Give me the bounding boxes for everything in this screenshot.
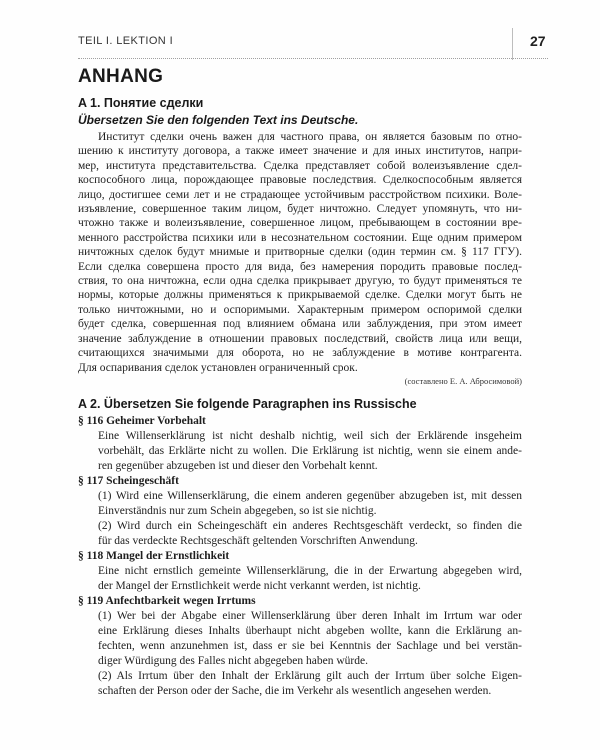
text-line: (1) Wird eine Willenserklärung, die einem anderen gegenüber abzugeben ist, mit dessen <box>98 490 522 502</box>
chapter-heading: ANHANG <box>78 66 164 87</box>
dotted-rule <box>78 58 548 59</box>
text-line: изъявление, совершенное таким лицом, будет ничтожно. Следует упомянуть, что ни- <box>78 203 522 216</box>
attribution: (составлено Е. А. Абросимовой) <box>404 376 522 386</box>
text-line: менного расстройства психики или в несознательном состоянии. Еще одним примером <box>78 231 522 244</box>
running-title: TEIL I. LEKTION I <box>78 35 174 47</box>
section-a2-title: A 2. Übersetzen Sie folgende Paragraphen ins Russische <box>78 397 417 411</box>
text-line: schaften der Person oder der Sache, die im Verkehr als wesentlich angesehen werden. <box>98 685 492 697</box>
text-line: ствия, то она ничтожна, если одна сделка прикрывает другую, то будут применяться те <box>78 275 522 288</box>
text-line: чтожно также и волеизъявление, совершенное лицом, пребывающем в состоянии вре- <box>78 217 522 230</box>
text-line: считающихся значимыми для оборота, но не заблуждение в мотиве контрагента. <box>78 347 522 360</box>
russian-text-block <box>78 130 522 375</box>
text-line: Einverständnis nur zum Schein abgegeben, so ist sie nichtig. <box>98 505 377 517</box>
header-divider <box>512 28 513 60</box>
text-line: Институт сделки очень важен для частного права, он является базовым по отно- <box>98 131 522 143</box>
section-a1-title: A 1. Понятие сделки <box>78 96 204 110</box>
text-line: Если сделка совершена просто для вида, без намерения породить правовые послед- <box>78 260 522 273</box>
text-line: fechten, wenn anzunehmen ist, dass er sie bei Kenntnis der Sachlage und bei verstän- <box>98 640 522 652</box>
text-line: будет сделка, совершенная под влиянием обмана или заблуждения, при этом имеет <box>78 318 522 331</box>
section-a1-instruction: Übersetzen Sie den folgenden Text ins Deutsche. <box>78 113 359 127</box>
text-line: нормы, которые должны применяться к прикрываемой сделке. Сделки могут быть не <box>78 289 522 302</box>
text-line: Eine nicht ernstlich gemeinte Willenserklärung, die in der Erwartung abgegeben wird, <box>98 565 522 577</box>
text-line: значение заблуждение в отношении правовых последствий, свойств лица или вещи, <box>78 332 522 345</box>
text-line: (1) Wer bei der Abgabe einer Willenserklärung über deren Inhalt im Irrtum war oder <box>98 610 522 622</box>
text-line: шению к институту договора, а также имеет значение и для иных институтов, напри- <box>78 145 522 158</box>
text-line: лицо, достигшее семи лет и не страдающее устойчивым расстройством психики. Воле- <box>78 188 522 201</box>
page-number: 27 <box>530 33 546 49</box>
paragraph-119-heading: § 119 Anfechtbarkeit wegen Irrtums <box>78 595 256 607</box>
paragraph-118-heading: § 118 Mangel der Ernstlichkeit <box>78 550 230 562</box>
text-line: мер, института представительства. Сделка представляет собой волеизъявление сдел- <box>78 159 522 172</box>
text-line: eine Erklärung dieses Inhalts überhaupt nicht abgeben wollte, kann die Erklärung an- <box>98 625 522 637</box>
text-line: Eine Willenserklärung ist nicht deshalb nichtig, weil sich der Erklärende insgeheim <box>98 430 522 442</box>
text-line: (2) Wird durch ein Scheingeschäft ein anderes Rechtsgeschäft verdeckt, so finden die <box>98 520 522 532</box>
german-paragraphs-block <box>78 414 522 699</box>
text-line: diger Würdigung des Falles nicht abgegeben haben würde. <box>98 655 368 667</box>
text-line: коспособного лица, порождающее правовые последствия. Сделкоспособным является <box>78 174 522 187</box>
text-line: der Mangel der Ernstlichkeit werde nicht verkannt werden, ist nichtig. <box>98 580 421 592</box>
text-line: für das verdeckte Rechtsgeschäft geltenden Vorschriften Anwendung. <box>98 535 418 547</box>
text-line: Для оспаривания сделок установлен ограниченный срок. <box>78 361 358 374</box>
text-line: (2) Als Irrtum über den Inhalt der Erklärung gilt auch der Irrtum über solche Eigen- <box>98 670 522 682</box>
text-line: vorbehält, das Erklärte nicht zu wollen. Die Erklärung ist nichtig, wenn sie einem ande- <box>98 445 522 457</box>
paragraph-116-heading: § 116 Geheimer Vorbehalt <box>78 415 206 427</box>
paragraph-117-heading: § 117 Scheingeschäft <box>78 475 179 487</box>
text-line: только ничтожными, но и оспоримыми. Характерным примером оспоримой сделки <box>78 303 522 316</box>
text-line: ничтожных сделок будут мнимые и притворные сделки (один термин см. § 117 ГГУ). <box>78 246 522 259</box>
text-line: ren gegenüber abzugeben ist und dieser den Vorbehalt kennt. <box>98 460 378 472</box>
